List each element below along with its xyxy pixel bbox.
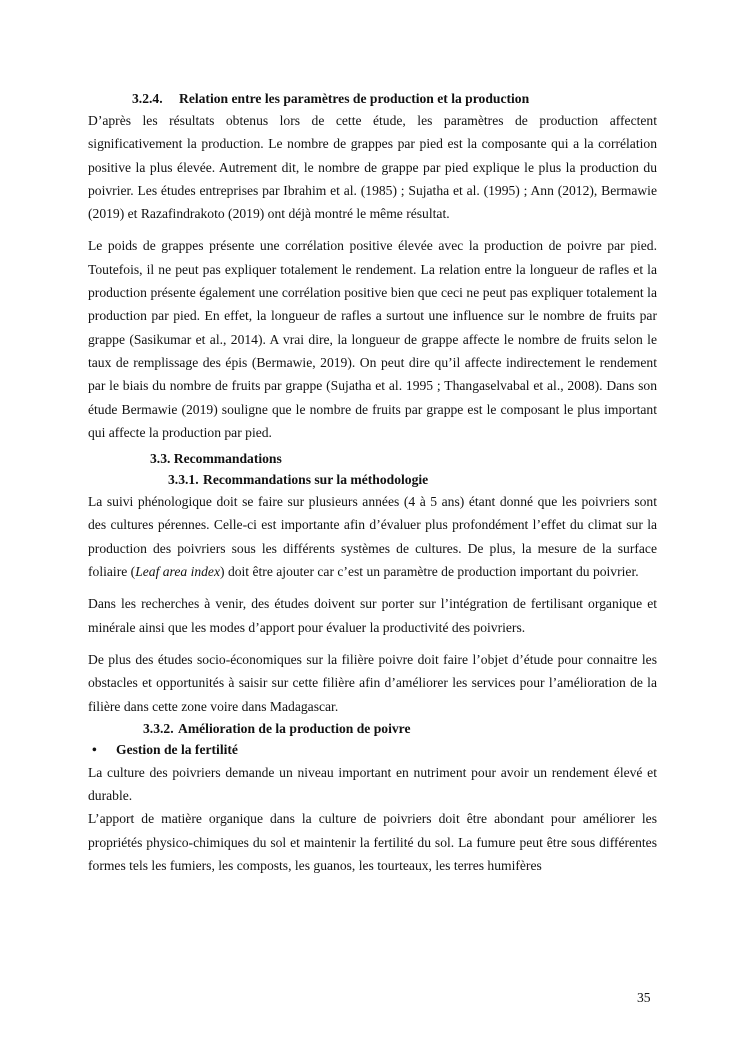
heading-title: Relation entre les paramètres de production et la production: [179, 91, 530, 106]
bullet-icon: •: [92, 741, 97, 757]
bullet-item-fertility: [88, 739, 657, 761]
bullet-text: Gestion de la fertilité: [116, 741, 238, 757]
page-number: 35: [637, 990, 651, 1005]
paragraph-5: De plus des études socio-économiques sur la filière poivre doit faire l’objet d’étude pour connaitre les obstacles et opportunités à saisir sur cette filière afin d’améliorer les services pour l’amélioration de la filière dans cette zone voire dans Madagascar.: [88, 651, 657, 714]
paragraph-1: D’après les résultats obtenus lors de cette étude, les paramètres de production affectent significativement la production. Le nombre de grappes par pied est la composante qui a la corrélation positive la plus élevée. Autrement dit, le nombre de grappe par pied explique le plus la production du poivrier. Les études entreprises par Ibrahim et al. (1985) ; Sujatha et al. (1995) ; Ann (2012), Bermawie (2019) et Razafindrakoto (2019) ont déjà montré le même résultat.: [88, 113, 657, 222]
paragraph-7: L’apport de matière organique dans la culture de poivriers doit être abondant pour améliorer les propriétés physico-chimiques du sol et maintenir la fertilité du sol. La fumure peut être sous différentes formes tels les fumiers, les composts, les guanos, les tourteaux, les terres humifères: [88, 811, 657, 874]
heading-title: Amélioration de la production de poivre: [178, 720, 411, 736]
heading-title: Recommandations sur la méthodologie: [203, 472, 429, 488]
heading-number: 3.2.4.: [132, 91, 163, 106]
heading-3-3-1: [88, 469, 657, 490]
page-content: [88, 88, 657, 877]
heading-3-3-2: [88, 718, 657, 739]
paragraph-2: Le poids de grappes présente une corrélation positive élevée avec la production de poivre par pied. Toutefois, il ne peut pas expliquer totalement le rendement. La relation entre la longueur de rafles et la production présente également une corrélation positive bien que ceci ne peut pas expliquer totalement la production par pied. En effet, la longueur de rafles a surtout une influence sur le nombre de fruits par grappe (Sasikumar et al., 2014). A vrai dire, la longueur de grappe affecte le nombre de fruits selon le taux de remplissage des épis (Bermawie, 2019). On peut dire qu’il affecte indirectement le rendement par le biais du nombre de fruits par grappe (Sujatha et al. 1995 ; Thangaselvabal et al., 2008). Dans son étude Bermawie (2019) souligne que le nombre de fruits par grappe est le composant le plus important qui affecte la production par pied.: [88, 238, 657, 440]
paragraph-3-text-end: ) doit être ajouter car c’est un paramètre de production important du poivrier.: [220, 564, 639, 580]
heading-3-2-4: [88, 88, 657, 109]
leaf-area-index-term: Leaf area index: [135, 564, 221, 580]
paragraph-3-text: La suivi phénologique doit se faire sur plusieurs années (4 à 5 ans) étant donné que les poivriers sont des cultures pérennes. Celle-ci est importante afin d’évaluer plus profondément l’effet du climat sur la production des poivriers sous les différents systèmes de cultures. De plus, la mesure de la surface foliaire (: [88, 494, 657, 580]
paragraph-6: La culture des poivriers demande un niveau important en nutriment pour avoir un rendement élevé et durable.: [88, 764, 657, 804]
paragraph-3: [88, 490, 657, 583]
heading-number: 3.3.2.: [143, 720, 174, 736]
heading-number: 3.3.1.: [168, 472, 199, 488]
heading-3-3: 3.3. Recommandations: [150, 451, 282, 467]
paragraph-4: Dans les recherches à venir, des études doivent sur porter sur l’intégration de fertilisant organique et minérale ainsi que les modes d’apport pour évaluer la productivité des poivriers.: [88, 596, 657, 635]
